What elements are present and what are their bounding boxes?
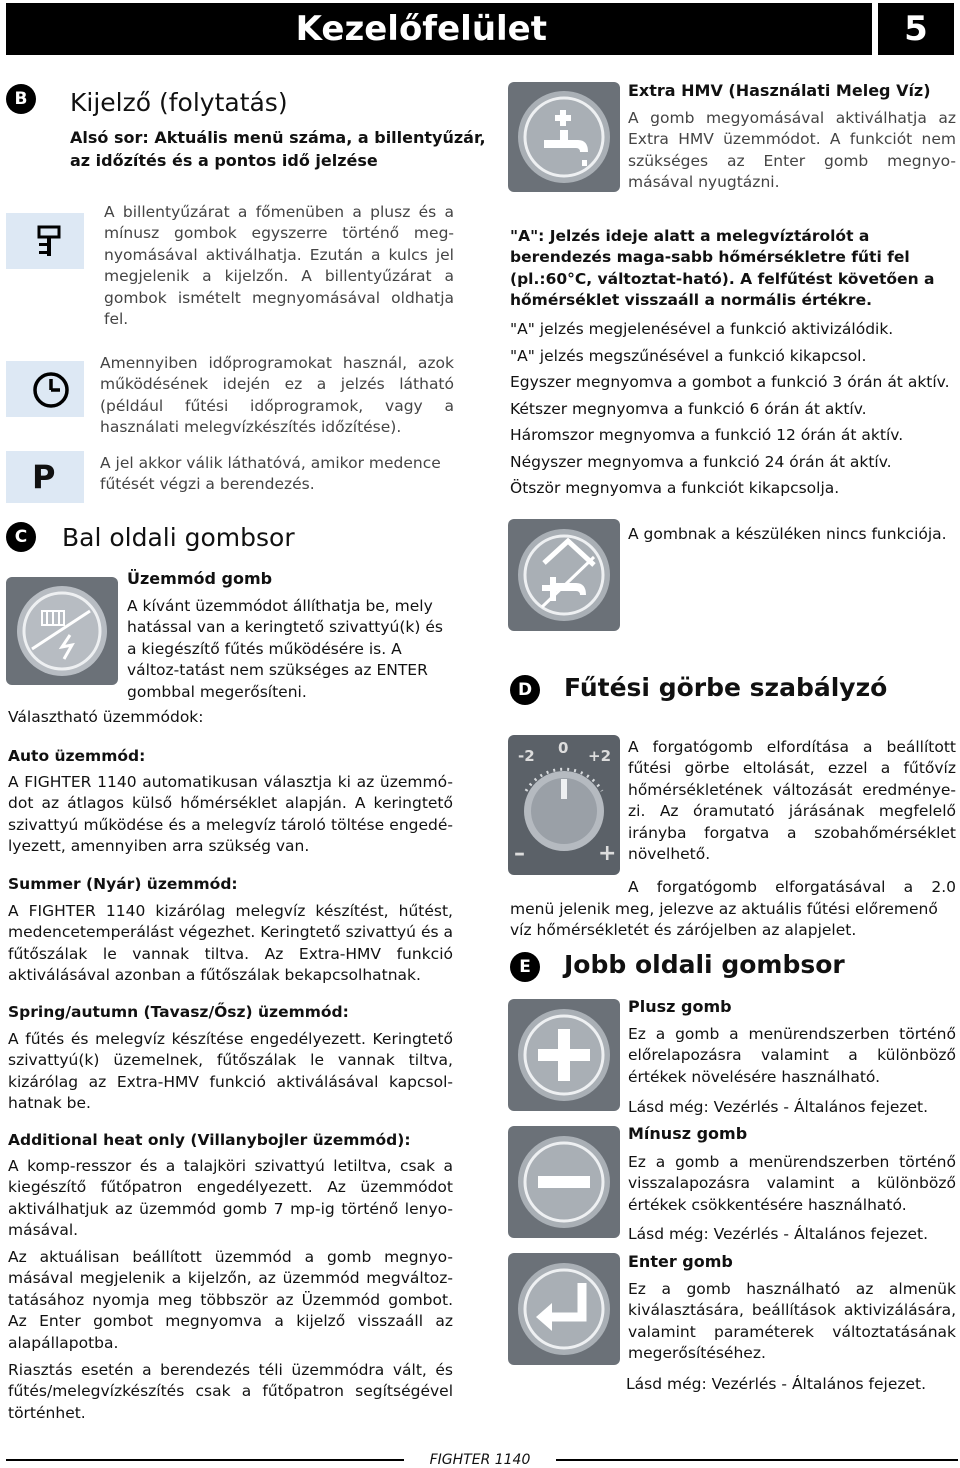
enter-button[interactable]: [508, 1253, 620, 1365]
plus-button-see-also: Lásd még: Vezérlés - Általános fejezet.: [628, 1098, 929, 1116]
list-item: "A" jelzés megszűnésével a funkció kikapcsol.: [510, 346, 867, 365]
enter-button-title: Enter gomb: [628, 1252, 733, 1271]
list-item: Háromszor megnyomva a funkció 12 órán át aktív.: [510, 426, 904, 444]
page-header: [6, 3, 872, 55]
section-b-subtitle: Alsó sor: Aktuális menü száma, a billentyűzár, az időzítés és a pontos idő jelzése: [70, 128, 486, 170]
section-marker-c: C: [6, 522, 36, 552]
enter-button-text: Ez a gomb használható az almenük kiválasztására, beállítások aktivizálására, valamint paraméterek változtatásának megerősítéséhez.: [628, 1280, 956, 1363]
spring-mode-title: Spring/autumn (Tavasz/Ősz) üzemmód:: [8, 1003, 349, 1021]
heating-curve-knob[interactable]: [508, 735, 620, 875]
section-marker-d: D: [510, 675, 540, 705]
minus-button-title: Mínusz gomb: [628, 1124, 748, 1143]
list-item: Négyszer megnyomva a funkció 24 órán át aktív.: [510, 452, 892, 471]
minus-button[interactable]: [508, 1126, 620, 1238]
minus-button-see-also: Lásd még: Vezérlés - Általános fejezet.: [628, 1225, 929, 1243]
knob-minus-sign: –: [514, 841, 525, 866]
enter-button-see-also: Lásd még: Vezérlés - Általános fejezet.: [626, 1375, 927, 1393]
a-indicator-description: "A": Jelzés ideje alatt a melegvíztárolót a berendezés maga-sabb hőmérsékletre fűti fel (pl.:60°C, változtat-ható). A felfűtést követően a hőmérséklet visszaáll a normális értékre.: [510, 227, 935, 310]
plus-button-title: Plusz gomb: [628, 997, 732, 1016]
mode-button-image: [6, 577, 118, 685]
selectable-modes-label: Választható üzemmódok:: [8, 708, 204, 726]
summer-mode-title: Summer (Nyár) üzemmód:: [8, 875, 238, 893]
section-c-title: Bal oldali gombsor: [62, 523, 295, 552]
spring-mode-text: A fűtés és melegvíz készítése engedélyezett. Keringtető szivattyú(k) üzemelnek, fűtőszálak le vannak tiltva, kizárólag az Extra-HMV funkció aktiválásával kapcsol-hatnak be.: [8, 1030, 453, 1113]
header-title: Kezelőfelület: [295, 9, 547, 49]
section-e-title: Jobb oldali gombsor: [564, 950, 845, 979]
lock-description: A billentyűzárat a főmenüben a plusz és a mínusz gombok egyszerre történő meg-nyomásával aktiválhatja. Ezután a kulcs jel megjelenik a kijelzőn. A billentyűzárat a gombok ismételt megnyomásával oldhatja fel.: [104, 203, 454, 329]
summer-mode-text: A FIGHTER 1140 kizárólag melegvíz készítést, hűtést, medencetemperálást végezhet. Keringtető szivattyú és a fűtőszálak le vannak tiltva. Az Extra-HMV funkció aktiválásával azonban a fűtőszálak bekapcsolhatnak.: [8, 902, 453, 985]
section-d-title: Fűtési görbe szabályzó: [564, 673, 888, 702]
plus-button-text: Ez a gomb a menürendszerben történő előrelapozásra valamint a különböző értékek növelésére használható.: [628, 1025, 956, 1086]
list-item: Egyszer megnyomva a gombot a funkció 3 órán át aktív.: [510, 373, 950, 391]
plus-button[interactable]: [508, 999, 620, 1111]
extra-hmv-text: A gomb megyomásával aktiválhatja az Extra HMV üzemmódot. A funkciót nem szükséges az Enter gomb megnyo-másával nyugtázni.: [628, 109, 956, 192]
extra-hmv-title: Extra HMV (Használati Meleg Víz): [628, 81, 931, 100]
key-lock-icon: [6, 213, 84, 269]
knob-label-zero: 0: [558, 739, 569, 757]
heating-curve-text-2a: A forgatógomb elforgatásával a 2.0: [628, 878, 956, 896]
extra-hmv-button-image: [508, 82, 620, 192]
section-marker-b: B: [6, 84, 36, 114]
pool-description: A jel akkor válik láthatóvá, amikor medence fűtését végzi a berendezés.: [100, 454, 441, 494]
additional-heat-title: Additional heat only (Villanybojler üzemmód):: [8, 1131, 411, 1149]
heating-curve-text-2b: menü jelenik meg, jelezve az aktuális fűtési előremenő víz hőmérsékletét és zárójelben az alapjelet.: [510, 900, 938, 940]
pool-p-icon: P: [6, 451, 84, 503]
mode-button-title: Üzemmód gomb: [127, 569, 273, 588]
heating-curve-text: A forgatógomb elfordítása a beállított fűtési görbe eltolását, ezzel a fűtővíz hőmérsékletének változását eredménye-zi. Az óramutató járásának megfelelő irányba forgatva a szobahőmérséklet növelhető.: [628, 738, 956, 864]
additional-heat-text: A komp-resszor és a talajköri szivattyú letiltva, csak a kiegészítő fűtőpatron engedélyezett. Az üzemmódot aktiválhatjuk az üzemmód gomb 7 mp-ig történő lenyo-másával.: [8, 1157, 453, 1240]
minus-button-text: Ez a gomb a menürendszerben történő visszalapozásra valamint a különböző értékek csökkentésére használható.: [628, 1153, 956, 1214]
list-item: "A" jelzés megjelenésével a funkció aktivizálódik.: [510, 320, 894, 338]
list-item: Ötször megnyomva a funkciót kikapcsolja.: [510, 479, 840, 497]
no-function-text: A gombnak a készüléken nincs funkciója.: [628, 525, 947, 543]
auto-mode-text: A FIGHTER 1140 automatikusan választja ki az üzemmó-dot az átlagos külső hőmérséklet alapján. A keringtető szivattyú működése és a melegvíz tároló töltése engedé-lyezett, amennyiben arra szükség van.: [8, 773, 453, 856]
section-marker-e: E: [510, 952, 540, 982]
knob-plus-sign: +: [598, 841, 617, 866]
knob-label-minus2: -2: [518, 747, 535, 765]
clock-description: Amennyiben időprogramokat használ, azok működésének idején ez a jelzés látható (például fűtési időprogramok, vagy a használati melegvízkészítés időzítése).: [100, 354, 454, 437]
page-number: 5: [878, 3, 954, 55]
alarm-text: Riasztás esetén a berendezés téli üzemmódra vált, és fűtés/melegvízkészítés csak a fűtőpatron segítségével történhet.: [8, 1361, 453, 1422]
section-b-title: Kijelző (folytatás): [70, 88, 288, 117]
knob-label-plus2: +2: [588, 747, 612, 765]
disabled-button-image: [508, 519, 620, 631]
footer-label-bg: [404, 1452, 556, 1468]
list-item: Kétszer megnyomva a funkció 6 órán át aktív.: [510, 399, 867, 418]
mode-button-description: A kívánt üzemmódot állíthatja be, mely hatással van a keringtető szivattyú(k) és a kiegészítő fűtés működésére is. A változ-tatást nem szükséges az ENTER gombbal megerősíteni.: [127, 597, 443, 701]
clock-icon: [6, 361, 84, 417]
auto-mode-title: Auto üzemmód:: [8, 747, 146, 765]
footer-product-name: FIGHTER 1140: [429, 1452, 531, 1468]
current-mode-text: Az aktuálisan beállított üzemmód a gomb megnyo-másával megjelenik a kijelzőn, az üzemmód megváltoz-tatásához nyomja meg többször az Üzemmód gombot. Az Enter gombot megnyomva a kijelző visszaáll az alapállapotba.: [8, 1248, 453, 1352]
a-indicator-list: [510, 316, 960, 502]
